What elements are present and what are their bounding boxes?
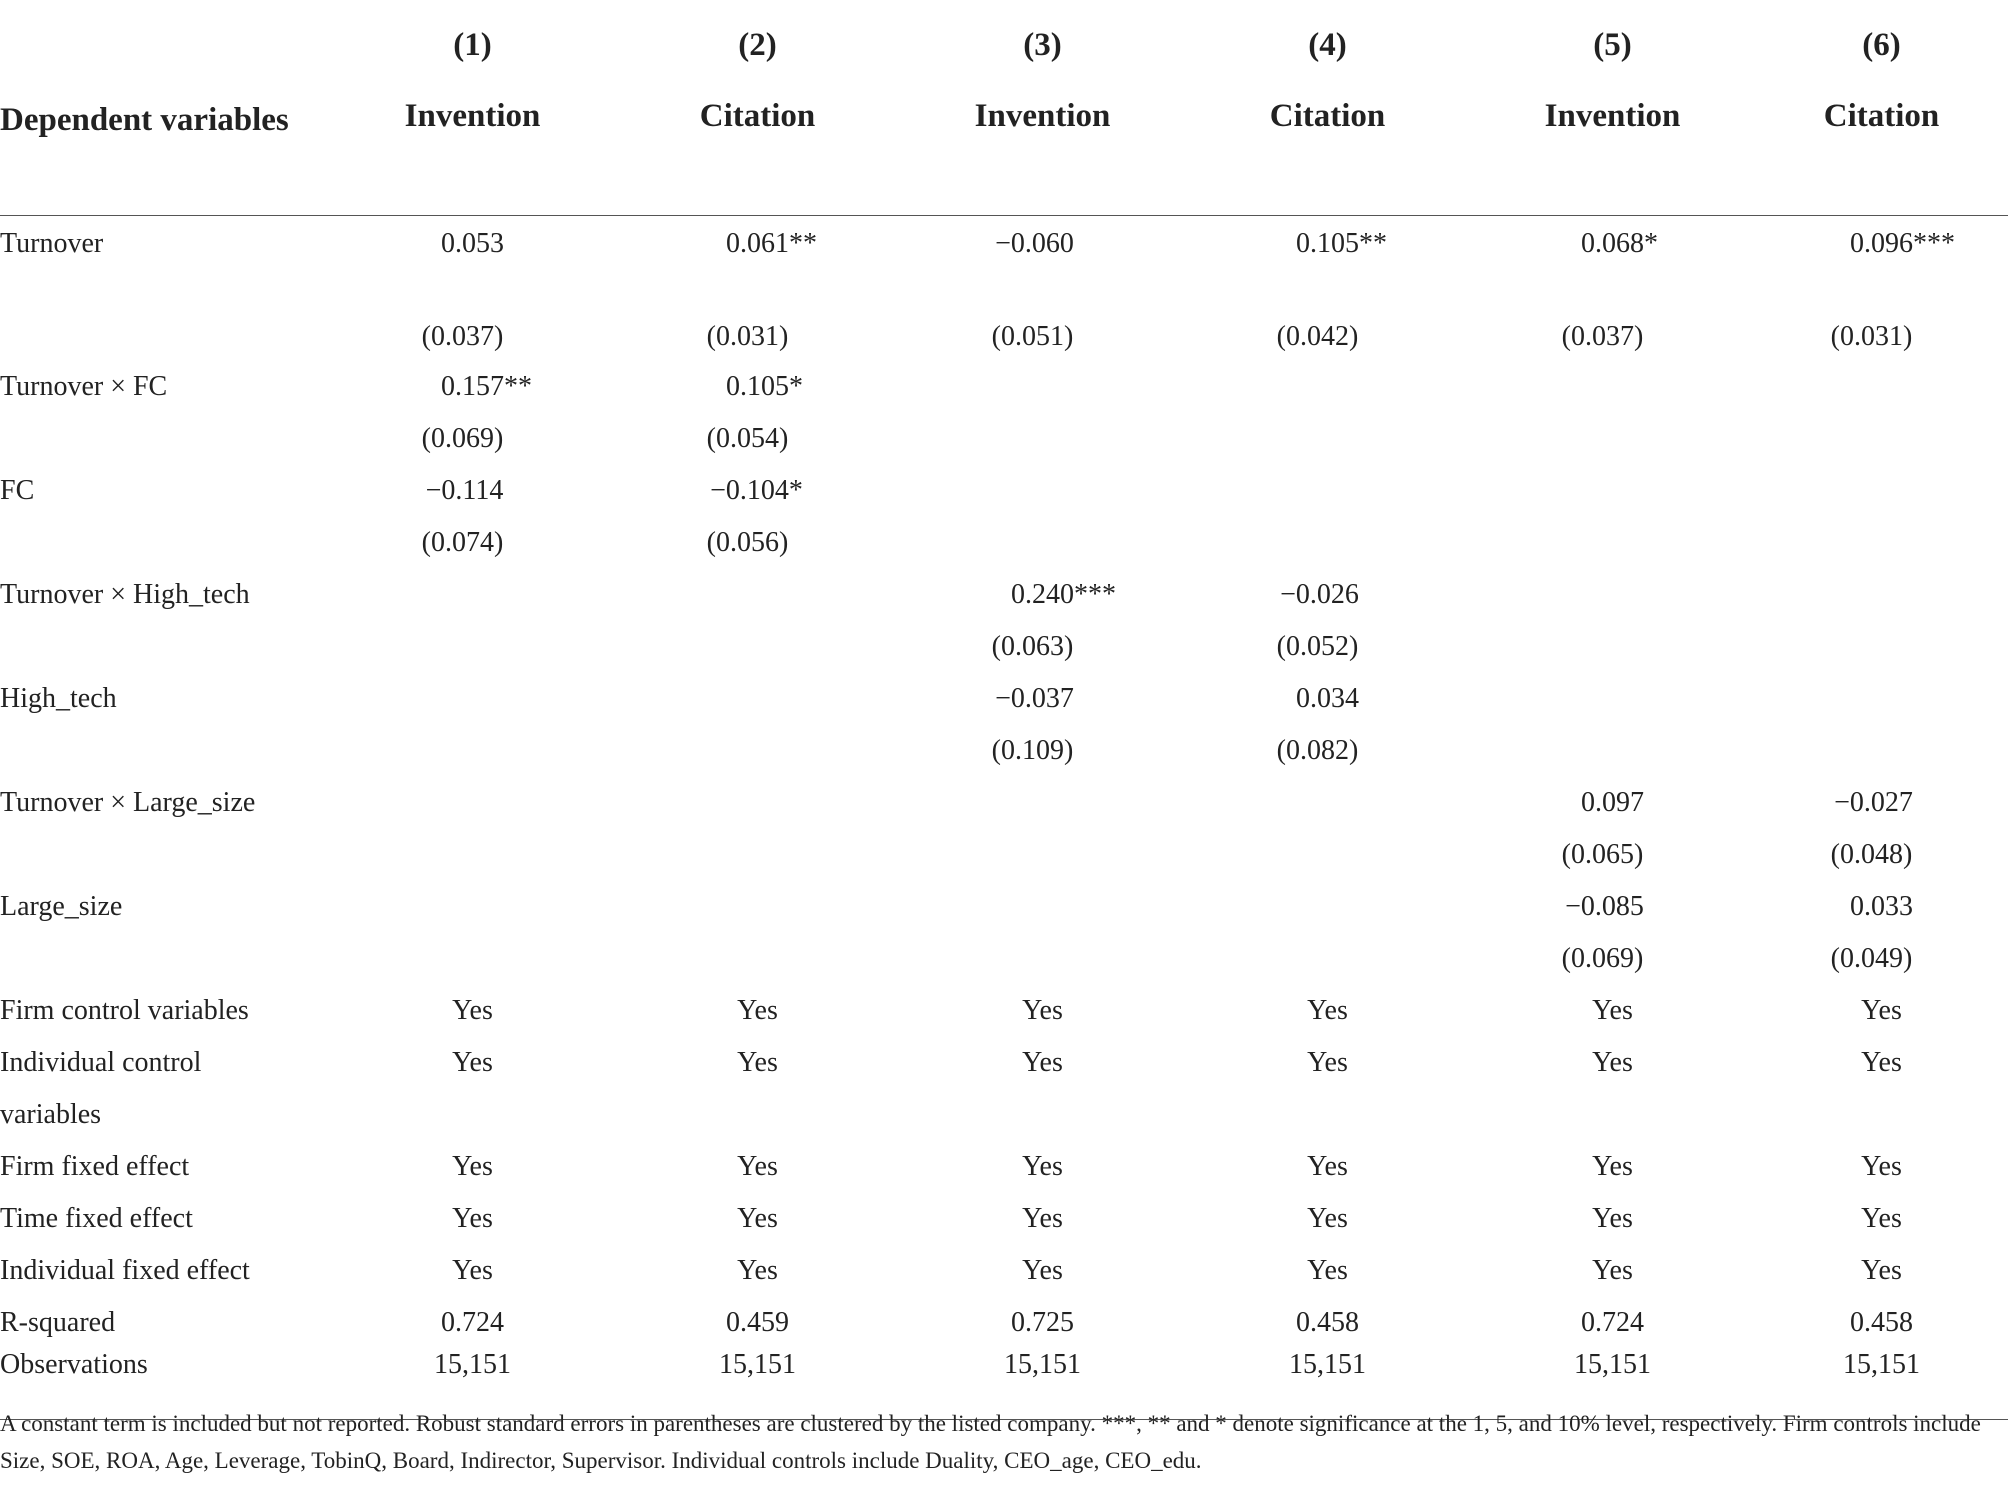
cell-value: Yes [1592,1255,1633,1286]
cell-value: Yes [452,995,493,1026]
table-row [0,361,2008,413]
table-cell [615,933,900,985]
cell-value: 0.459 [726,1307,789,1338]
table-cell [1755,517,2008,569]
table-cell [1755,673,2008,725]
table-cell [1755,881,2008,933]
dependent-variable: Invention [1544,98,1681,134]
table-cell [1470,673,1755,725]
table-cell [615,413,900,465]
table-cell [900,413,1185,465]
table-row [0,829,2008,881]
table-cell [1755,1089,2008,1141]
table-cell [615,1141,900,1193]
table-cell [1185,881,1470,933]
cell-value: Yes [1307,995,1348,1026]
table-row [0,517,2008,569]
cell-value: 0.724 [441,1307,504,1338]
table-cell [1470,569,1755,621]
table-cell [1185,1245,1470,1297]
table-cell [1185,777,1470,829]
table-cell [615,777,900,829]
cell-value: −0.026 [1280,579,1359,610]
cell-value: Yes [1592,1203,1633,1234]
table-cell [1470,216,1755,281]
table-row [0,280,2008,361]
table-cell [330,985,615,1037]
table-row [0,1037,2008,1089]
table-cell [330,569,615,621]
table-cell [1185,1141,1470,1193]
row-label: Large_size [0,891,123,922]
cell-value: 0.458 [1296,1307,1359,1338]
cell-value: 0.097 [1581,787,1644,818]
cell-value: 0.033 [1850,891,1913,922]
row-label [0,725,330,777]
table-cell [1470,777,1755,829]
table-cell [330,361,615,413]
table-cell [1755,985,2008,1037]
table-footnote: A constant term is included but not reported. Robust standard errors in parentheses are clustered by the listed company. ***, ** and * denote significance at the 1, 5, and 10% level, respectively. Firm controls include Size, SOE, ROA, Age, Leverage, TobinQ, Board, Indirector, Supervisor. Individual controls include Duality, CEO_age, CEO_edu. [0,1411,1981,1473]
table-row [0,465,2008,517]
table-cell [330,1193,615,1245]
table-cell [615,517,900,569]
table-cell [615,1193,900,1245]
cell-value: 15,151 [1843,1349,1920,1380]
cell-value: Yes [1022,1203,1063,1234]
cell-value: 15,151 [1289,1349,1366,1380]
column-number-row [0,0,2008,90]
table-cell [1755,1141,2008,1193]
table-cell [330,933,615,985]
cell-value: 15,151 [434,1349,511,1380]
table-row [0,413,2008,465]
column-number: (2) [738,26,777,63]
table-cell [900,1037,1185,1089]
table-cell [615,216,900,281]
table-row [0,216,2008,281]
row-label [0,280,330,361]
cell-value: 15,151 [1574,1349,1651,1380]
table-cell [1470,1297,1755,1349]
table-cell [1755,280,2008,361]
table-cell [615,829,900,881]
row-label: Individual control [0,1047,202,1078]
table-cell [330,1037,615,1089]
cell-value: Yes [1307,1203,1348,1234]
row-label: Time fixed effect [0,1203,193,1234]
table-row [0,621,2008,673]
table-cell [1185,517,1470,569]
cell-value: Yes [737,1047,778,1078]
table-cell [615,673,900,725]
cell-value: (0.037) [1561,321,1644,352]
cell-value: Yes [1861,1047,1902,1078]
cell-value: 15,151 [719,1349,796,1380]
cell-value: 0.458 [1850,1307,1913,1338]
table-cell [1185,725,1470,777]
table-cell [1755,1245,2008,1297]
cell-value: Yes [1307,1255,1348,1286]
table-cell [1185,1297,1470,1349]
cell-value: (0.042) [1276,321,1359,352]
table-cell [900,1193,1185,1245]
cell-value: Yes [1022,1047,1063,1078]
row-label [0,621,330,673]
table-cell [900,517,1185,569]
table-cell [615,1089,900,1141]
cell-value: Yes [1861,1203,1902,1234]
table-cell [615,1297,900,1349]
table-cell [1755,725,2008,777]
cell-value: 0.240*** [1011,579,1116,610]
table-cell [900,361,1185,413]
table-cell [330,1297,615,1349]
dependent-variable-row [0,90,2008,216]
table-cell [1470,829,1755,881]
cell-value: 0.105** [1296,228,1387,259]
table-cell [1470,1193,1755,1245]
table-cell [900,465,1185,517]
table-cell [330,829,615,881]
table-cell [330,517,615,569]
cell-value: (0.069) [1561,943,1644,974]
table-cell [900,725,1185,777]
table-cell [900,985,1185,1037]
table-cell [615,1245,900,1297]
table-cell [900,881,1185,933]
table-cell [900,829,1185,881]
table-cell [1470,1089,1755,1141]
row-label: Firm control variables [0,995,249,1026]
table-cell [1470,1141,1755,1193]
table-cell [1470,517,1755,569]
row-label [0,517,330,569]
row-label: High_tech [0,683,117,714]
table-cell [1470,621,1755,673]
table-cell [615,465,900,517]
cell-value: (0.109) [991,735,1074,766]
table-cell [615,280,900,361]
cell-value: Yes [452,1151,493,1182]
table-cell [1755,413,2008,465]
cell-value: 0.725 [1011,1307,1074,1338]
table-cell [1185,361,1470,413]
cell-value: Yes [1307,1047,1348,1078]
table-row [0,881,2008,933]
cell-value: (0.052) [1276,631,1359,662]
cell-value: 15,151 [1004,1349,1081,1380]
table-cell [330,465,615,517]
cell-value: (0.054) [706,423,789,454]
cell-value: Yes [1307,1151,1348,1182]
table-cell [1185,1193,1470,1245]
cell-value: Yes [1861,995,1902,1026]
cell-value: (0.048) [1830,839,1913,870]
table-cell [330,413,615,465]
column-number: (4) [1308,26,1347,63]
table-cell [1755,465,2008,517]
cell-value: −0.027 [1834,787,1913,818]
cell-value: (0.031) [706,321,789,352]
table-row [0,933,2008,985]
row-label [0,413,330,465]
table-cell [1470,933,1755,985]
table-cell [1470,1245,1755,1297]
row-label: FC [0,475,35,506]
cell-value: Yes [1861,1151,1902,1182]
table-row [0,1245,2008,1297]
table-cell [1755,1297,2008,1349]
cell-value: Yes [1592,995,1633,1026]
table-cell [615,621,900,673]
table-cell [1185,1037,1470,1089]
cell-value: Yes [452,1047,493,1078]
table-cell [1185,569,1470,621]
table-cell [1755,621,2008,673]
table-cell [330,777,615,829]
table-cell [1755,829,2008,881]
table-cell [1755,1193,2008,1245]
table-cell [900,1089,1185,1141]
table-cell [330,216,615,281]
table-cell [1470,465,1755,517]
cell-value: (0.069) [421,423,504,454]
cell-value: (0.049) [1830,943,1913,974]
cell-value: 0.105* [726,371,803,402]
cell-value: (0.074) [421,527,504,558]
table-cell [1185,829,1470,881]
table-cell [615,569,900,621]
table-cell [1755,216,2008,281]
cell-value: −0.037 [995,683,1074,714]
table-cell [330,1089,615,1141]
table-row [0,1141,2008,1193]
table-cell [1470,1037,1755,1089]
dependent-variables-label: Dependent variables [0,102,289,138]
table-cell [1755,361,2008,413]
cell-value: (0.031) [1830,321,1913,352]
column-number: (1) [453,26,492,63]
table-cell [900,1297,1185,1349]
table-cell [1755,777,2008,829]
row-label: Individual fixed effect [0,1255,250,1286]
row-label: Turnover × Large_size [0,787,256,818]
table-cell [900,280,1185,361]
row-label: Firm fixed effect [0,1151,190,1182]
table-cell [615,1037,900,1089]
table-cell [1470,280,1755,361]
table-cell [330,673,615,725]
table-cell [330,621,615,673]
row-label: Turnover [0,228,104,259]
table-cell [1470,361,1755,413]
cell-value: (0.065) [1561,839,1644,870]
table-cell [330,881,615,933]
cell-value: Yes [1022,1255,1063,1286]
table-cell [615,881,900,933]
table-cell [1470,413,1755,465]
table-cell [1185,933,1470,985]
table-cell [900,216,1185,281]
table-row [0,1297,2008,1349]
column-number: (6) [1862,26,1901,63]
table-cell [330,1141,615,1193]
cell-value: Yes [737,1203,778,1234]
cell-value: 0.061** [726,228,817,259]
dependent-variable: Invention [974,98,1111,134]
table-row [0,1089,2008,1141]
table-cell [1185,985,1470,1037]
cell-value: Yes [1861,1255,1902,1286]
table-cell [1185,621,1470,673]
cell-value: Yes [452,1203,493,1234]
table-cell [900,569,1185,621]
table-row [0,725,2008,777]
table-cell [1470,985,1755,1037]
cell-value: (0.056) [706,527,789,558]
table-cell [1185,280,1470,361]
dependent-variable: Citation [1823,98,1940,134]
table-row [0,673,2008,725]
table-cell [1755,1037,2008,1089]
cell-value: Yes [737,995,778,1026]
dependent-variable: Citation [1269,98,1386,134]
table-row [0,985,2008,1037]
cell-value: 0.724 [1581,1307,1644,1338]
table-cell [1185,1089,1470,1141]
table-cell [1185,673,1470,725]
table-cell [1470,881,1755,933]
table-cell [1755,569,2008,621]
row-label: Turnover × High_tech [0,579,250,610]
row-label: variables [0,1099,102,1130]
cell-value: (0.037) [421,321,504,352]
cell-value: −0.060 [995,228,1074,259]
cell-value: Yes [1592,1151,1633,1182]
cell-value: Yes [452,1255,493,1286]
table-cell [1185,413,1470,465]
table-cell [1755,933,2008,985]
column-number: (5) [1593,26,1632,63]
table-cell [1185,465,1470,517]
cell-value: Yes [737,1151,778,1182]
cell-value: Yes [1592,1047,1633,1078]
table-cell [330,280,615,361]
cell-value: Yes [1022,995,1063,1026]
row-label [0,829,330,881]
cell-value: (0.063) [991,631,1074,662]
table-cell [1470,725,1755,777]
table-cell [1185,216,1470,281]
row-label: Turnover × FC [0,371,168,402]
cell-value: 0.157** [441,371,532,402]
table-cell [900,933,1185,985]
table-cell [615,361,900,413]
table-cell [900,777,1185,829]
cell-value: 0.053 [441,228,504,259]
cell-value: Yes [1022,1151,1063,1182]
cell-value: (0.082) [1276,735,1359,766]
table-row [0,777,2008,829]
cell-value: −0.104* [710,475,803,506]
table-cell [900,1141,1185,1193]
dependent-variable: Invention [404,98,541,134]
cell-value: Yes [737,1255,778,1286]
cell-value: (0.051) [991,321,1074,352]
cell-value: −0.085 [1565,891,1644,922]
row-label: R-squared [0,1307,116,1338]
table-cell [900,673,1185,725]
row-label [0,933,330,985]
cell-value: 0.068* [1581,228,1658,259]
table-row [0,569,2008,621]
dependent-variable: Citation [699,98,816,134]
column-number: (3) [1023,26,1062,63]
table-cell [330,1245,615,1297]
table-cell [330,725,615,777]
table-row [0,1193,2008,1245]
cell-value: 0.034 [1296,683,1359,714]
table-cell [900,621,1185,673]
table-cell [615,725,900,777]
table-cell [615,985,900,1037]
table-body [0,216,2008,1420]
cell-value: −0.114 [425,475,504,506]
cell-value: 0.096*** [1850,228,1955,259]
column-number-empty [0,0,330,90]
row-label: Observations [0,1349,148,1380]
table-cell [900,1245,1185,1297]
